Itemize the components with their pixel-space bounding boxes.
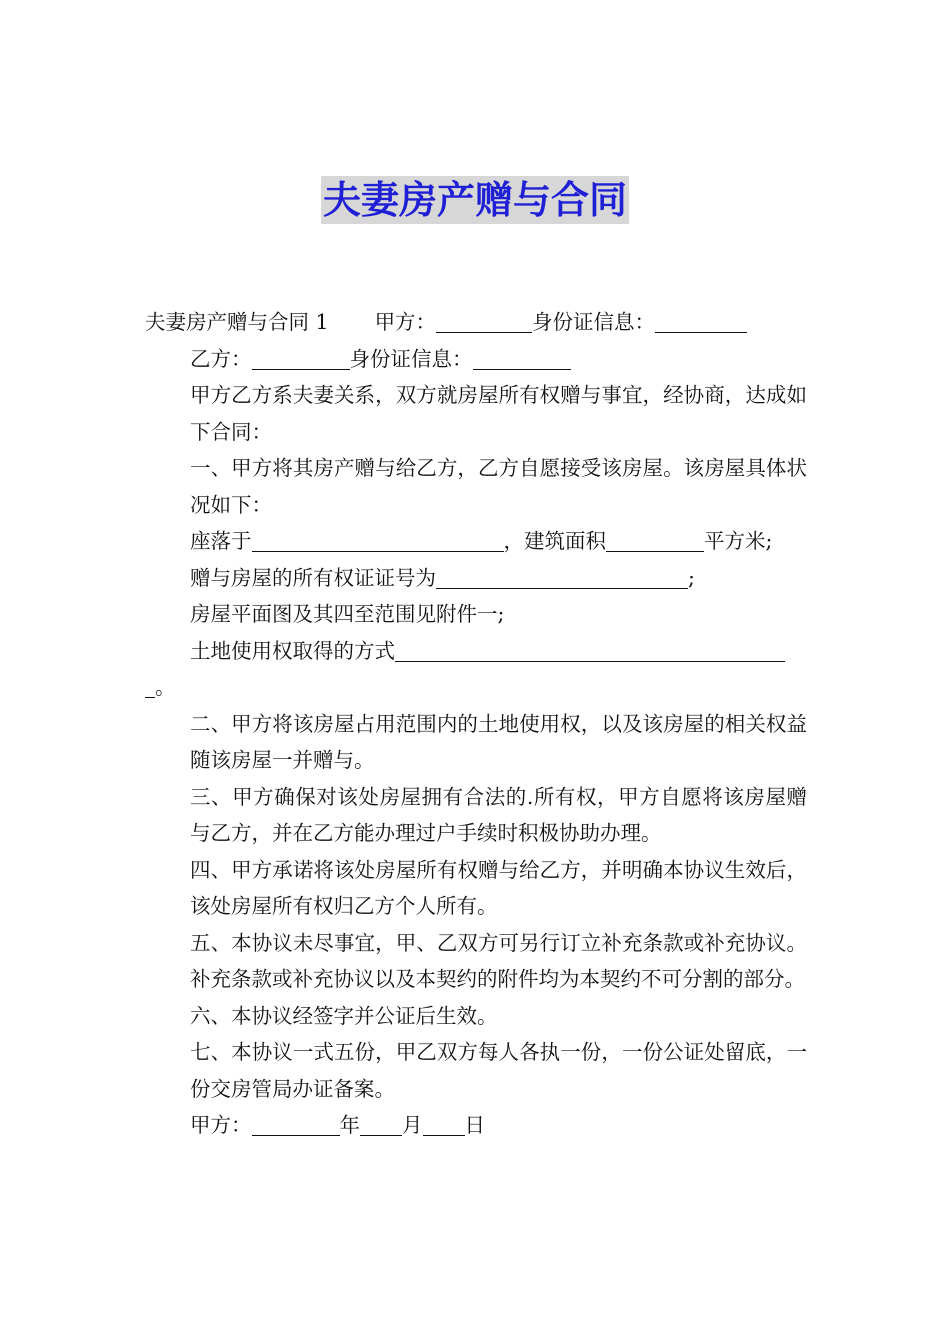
location-line <box>145 523 807 560</box>
signature-year: 年 <box>339 1113 360 1137</box>
clause-5: 五、本协议未尽事宜，甲、乙双方可另行订立补充条款或补充协议。补充条款或补充协议以及本契约的附件均为本契约不可分割的部分。 <box>190 930 807 991</box>
clause-2: 二、甲方将该房屋占用范围内的土地使用权，以及该房屋的相关权益随该房屋一并赠与。 <box>190 711 807 772</box>
party-b-id-blank[interactable] <box>473 347 571 370</box>
signature-year-blank[interactable] <box>252 1113 340 1136</box>
header-line <box>145 304 807 341</box>
clause-6: 六、本协议经签字并公证后生效。 <box>190 1003 498 1028</box>
document-title-text: 夫妻房产赠与合同 <box>322 178 627 222</box>
certificate-blank[interactable] <box>436 566 688 589</box>
clause-3: 三、甲方确保对该处房屋拥有合法的.所有权，甲方自愿将该房屋赠与乙方，并在乙方能办理过户手续时积极协助办理。 <box>190 784 807 845</box>
signature-month-blank[interactable] <box>360 1113 402 1136</box>
party-a-id-blank[interactable] <box>655 310 747 333</box>
party-a-name-blank[interactable] <box>436 310 532 333</box>
land-label: 土地使用权取得的方式 <box>190 638 395 663</box>
clause-1: 一、甲方将其房产赠与给乙方，乙方自愿接受该房屋。该房屋具体状况如下： <box>190 456 807 517</box>
document-body <box>145 304 807 1144</box>
signature-day-blank[interactable] <box>423 1113 465 1136</box>
party-b-name-blank[interactable] <box>252 347 350 370</box>
doc-name: 夫妻房产赠与合同 1 <box>145 310 329 334</box>
certificate-end: ; <box>688 565 695 590</box>
location-label: 座落于 <box>190 529 252 553</box>
land-line <box>145 633 807 670</box>
party-b-line <box>145 341 807 378</box>
clause-7: 七、本协议一式五份，甲乙双方每人各执一份，一份公证处留底，一份交房管局办证备案。 <box>190 1040 807 1101</box>
party-a-id-label: 身份证信息： <box>532 310 656 334</box>
floor-plan-line: 房屋平面图及其四至范围见附件一; <box>190 602 505 626</box>
party-b-id-label: 身份证信息： <box>349 346 473 371</box>
party-b-label: 乙方： <box>190 346 252 371</box>
document-title <box>0 176 950 224</box>
certificate-line <box>145 560 807 597</box>
certificate-label: 赠与房屋的所有权证证号为 <box>190 565 436 590</box>
location-blank[interactable] <box>252 529 504 552</box>
area-label: ，建筑面积 <box>503 529 606 553</box>
signature-line <box>145 1107 807 1144</box>
signature-day: 日 <box>464 1113 485 1137</box>
area-blank[interactable] <box>606 529 704 552</box>
signature-month: 月 <box>402 1113 423 1137</box>
land-end: 。 <box>155 675 176 699</box>
signature-party-a-label: 甲方： <box>190 1113 252 1137</box>
clause-4: 四、甲方承诺将该处房屋所有权赠与给乙方，并明确本协议生效后，该处房屋所有权归乙方个人所有。 <box>190 857 807 918</box>
land-blank[interactable] <box>395 639 785 662</box>
party-a-label: 甲方： <box>374 310 437 334</box>
area-unit: 平方米; <box>704 529 773 553</box>
intro-paragraph: 甲方乙方系夫妻关系，双方就房屋所有权赠与事宜，经协商，达成如下合同： <box>190 383 807 444</box>
land-line-continued <box>145 669 807 706</box>
land-blank-continued[interactable] <box>145 675 155 698</box>
